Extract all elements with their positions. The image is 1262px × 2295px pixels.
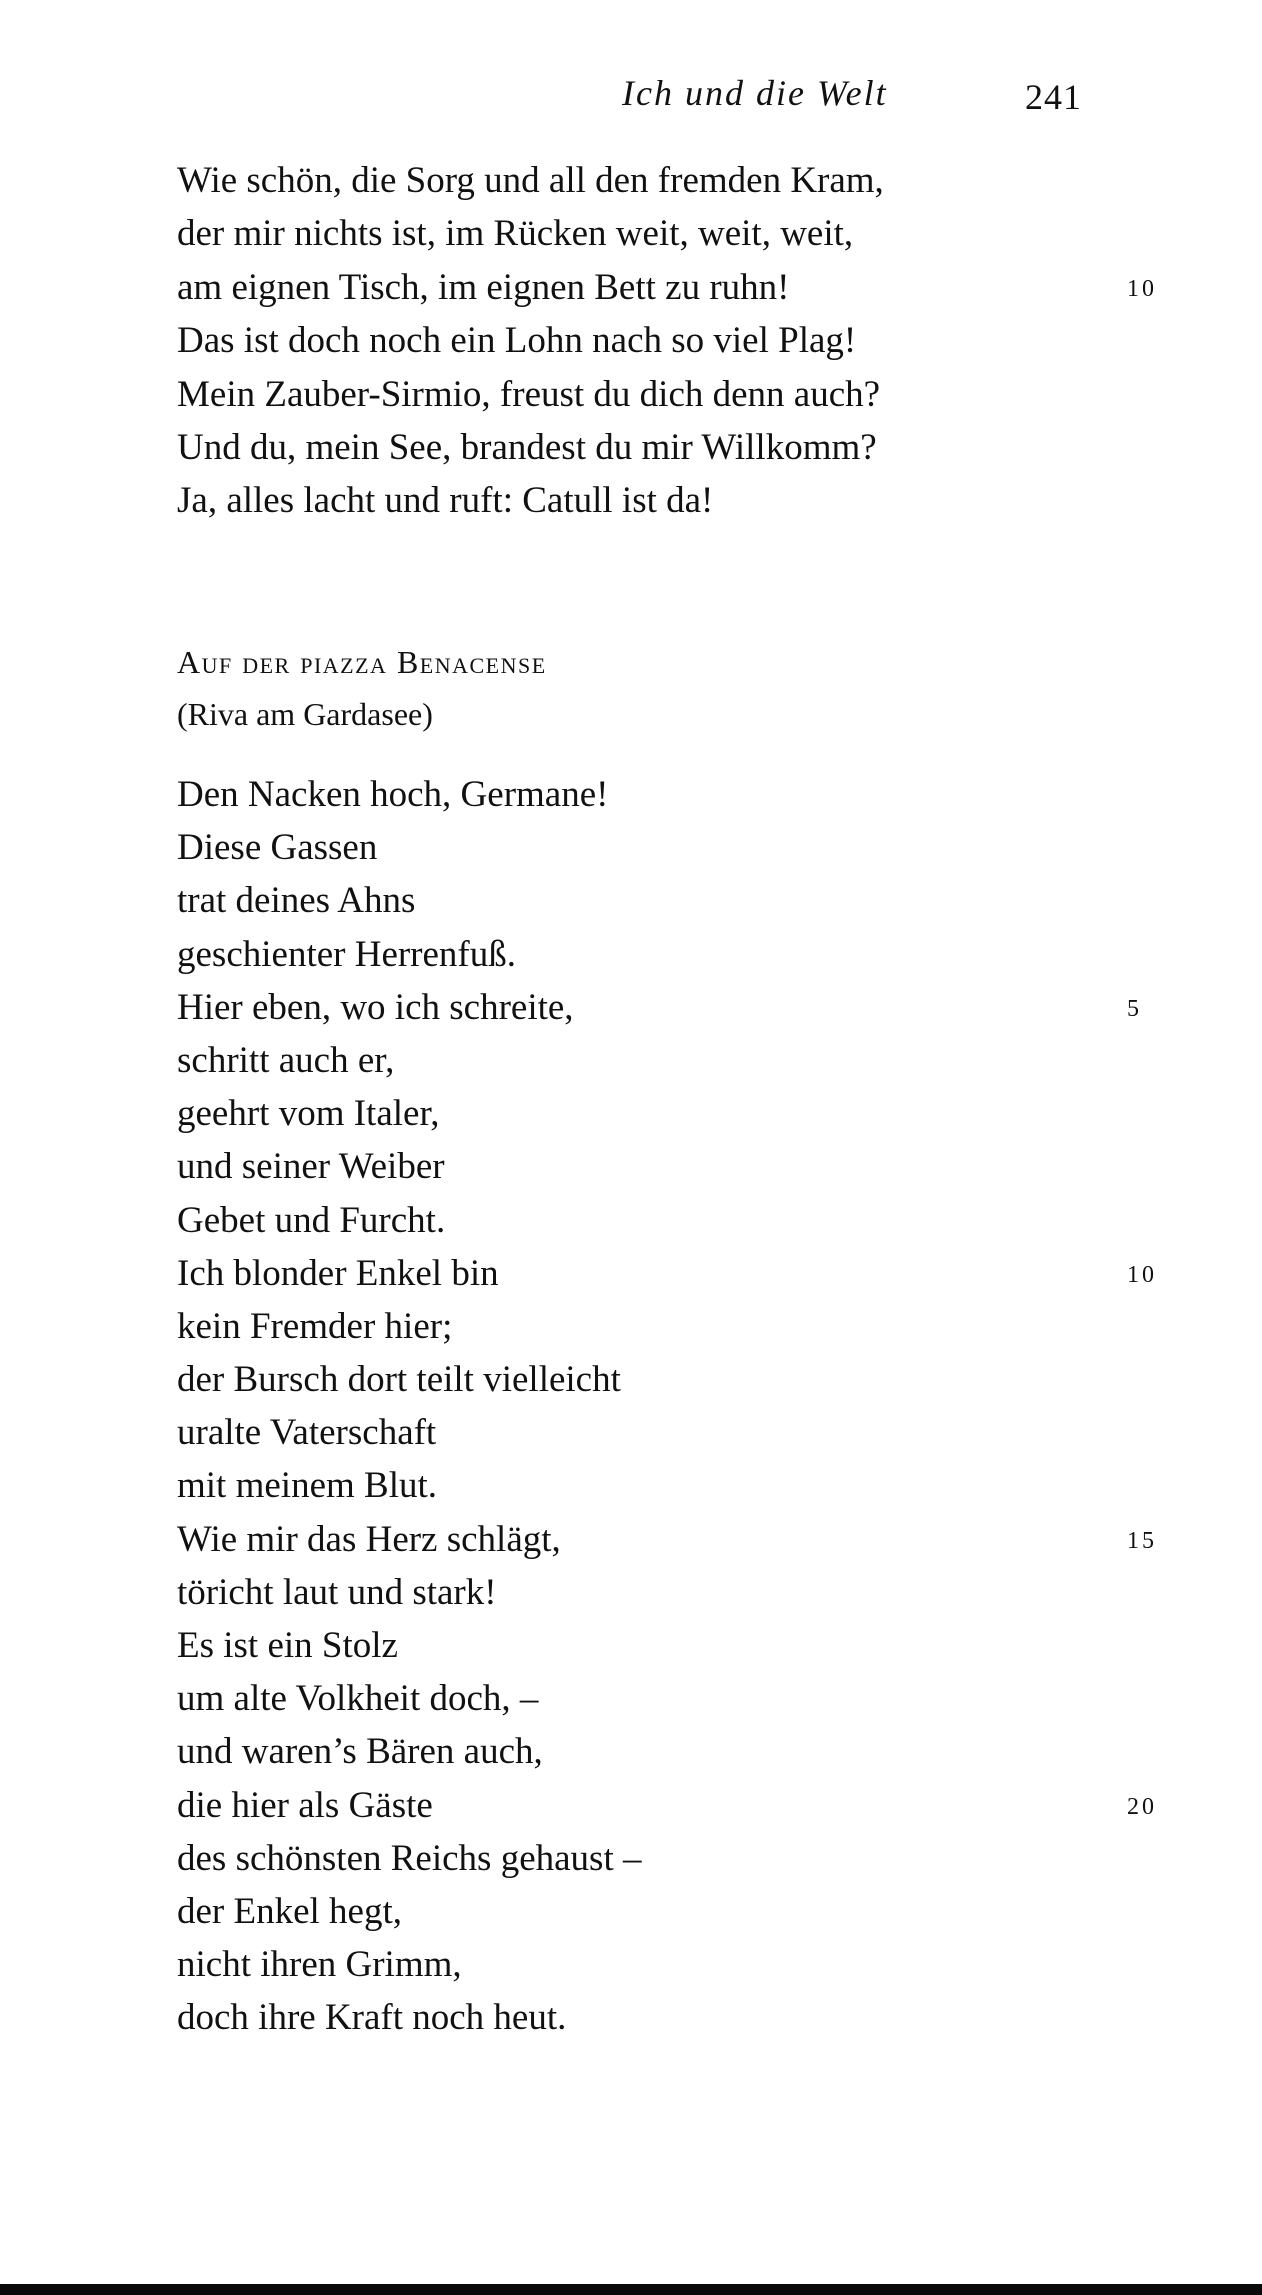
verse-text: der Enkel hegt, [177, 1890, 402, 1932]
poem-2-verses [177, 768, 1177, 2045]
verse-line [177, 1194, 1177, 1247]
poem-1-closing-lines [177, 154, 1177, 528]
verse-line [177, 928, 1177, 981]
running-title: Ich und die Welt [622, 73, 888, 113]
verse-line [177, 1513, 1177, 1566]
verse-text: doch ihre Kraft noch heut. [177, 1997, 567, 2039]
verse-text: Es ist ein Stolz [177, 1625, 398, 1666]
scan-bottom-edge [0, 2284, 1262, 2295]
verse-line [177, 1885, 1177, 1938]
verse-line [177, 314, 1177, 367]
verse-text: Das ist doch noch ein Lohn nach so viel Plag! [177, 320, 857, 362]
poem-subtitle: (Riva am Gardasee) [177, 696, 433, 732]
verse-line [177, 474, 1177, 527]
verse-line [177, 421, 1177, 474]
verse-text: kein Fremder hier; [177, 1305, 453, 1347]
verse-text: des schönsten Reichs gehaust – [177, 1837, 642, 1879]
verse-line [177, 1406, 1177, 1459]
verse-line [177, 1459, 1177, 1512]
verse-text: Ich blonder Enkel bin [177, 1252, 499, 1294]
verse-line [177, 821, 1177, 874]
verse-text: mit meinem Blut. [177, 1465, 438, 1507]
verse-text: Diese Gassen [177, 827, 378, 869]
verse-text: töricht laut und stark! [177, 1571, 497, 1613]
verse-text: Gebet und Furcht. [177, 1199, 446, 1241]
verse-text: Hier eben, wo ich schreite, [177, 986, 574, 1028]
poem-title: Auf der piazza Benacense [177, 644, 547, 680]
verse-line [177, 207, 1177, 260]
verse-line [177, 261, 1177, 314]
verse-line [177, 1247, 1177, 1300]
verse-text: und waren’s Bären auch, [177, 1731, 543, 1773]
verse-line [177, 768, 1177, 821]
verse-line [177, 1938, 1177, 1991]
verse-line [177, 1672, 1177, 1725]
page-number: 241 [1025, 77, 1082, 117]
verse-line [177, 154, 1177, 207]
verse-line [177, 1087, 1177, 1140]
verse-text: die hier als Gäste [177, 1784, 433, 1826]
verse-line [177, 1725, 1177, 1778]
verse-line [177, 368, 1177, 421]
verse-line [177, 1353, 1177, 1406]
line-number: 5 [1127, 995, 1142, 1022]
verse-text: und seiner Weiber [177, 1146, 445, 1188]
verse-text: Und du, mein See, brandest du mir Willkomm? [177, 426, 877, 468]
verse-line [177, 1034, 1177, 1087]
verse-text: der Bursch dort teilt vielleicht [177, 1359, 621, 1401]
verse-text: Wie schön, die Sorg und all den fremden Kram, [177, 160, 884, 201]
verse-text: nicht ihren Grimm, [177, 1944, 462, 1986]
verse-line [177, 1140, 1177, 1193]
verse-text: schritt auch er, [177, 1039, 395, 1081]
verse-text: um alte Volkheit doch, – [177, 1678, 539, 1720]
line-number: 10 [1127, 275, 1157, 302]
line-number: 20 [1127, 1793, 1157, 1820]
verse-text: geehrt vom Italer, [177, 1093, 440, 1135]
verse-text: Den Nacken hoch, Germane! [177, 774, 609, 815]
verse-line [177, 874, 1177, 927]
verse-text: uralte Vaterschaft [177, 1412, 437, 1454]
verse-line [177, 981, 1177, 1034]
verse-line [177, 1832, 1177, 1885]
verse-line [177, 1779, 1177, 1832]
line-number: 15 [1127, 1527, 1157, 1554]
verse-text: Wie mir das Herz schlägt, [177, 1518, 561, 1560]
verse-text: der mir nichts ist, im Rücken weit, weit, weit, [177, 213, 854, 255]
verse-line [177, 1619, 1177, 1672]
verse-line [177, 1566, 1177, 1619]
verse-line [177, 1991, 1177, 2044]
verse-text: Ja, alles lacht und ruft: Catull ist da! [177, 480, 714, 522]
verse-text: Mein Zauber-Sirmio, freust du dich denn auch? [177, 373, 881, 415]
verse-text: geschienter Herrenfuß. [177, 933, 516, 975]
verse-text: am eignen Tisch, im eignen Bett zu ruhn! [177, 266, 790, 308]
verse-text: trat deines Ahns [177, 880, 416, 922]
poem-heading [177, 636, 1077, 740]
verse-line [177, 1300, 1177, 1353]
running-head [0, 68, 1262, 118]
line-number: 10 [1127, 1261, 1157, 1288]
